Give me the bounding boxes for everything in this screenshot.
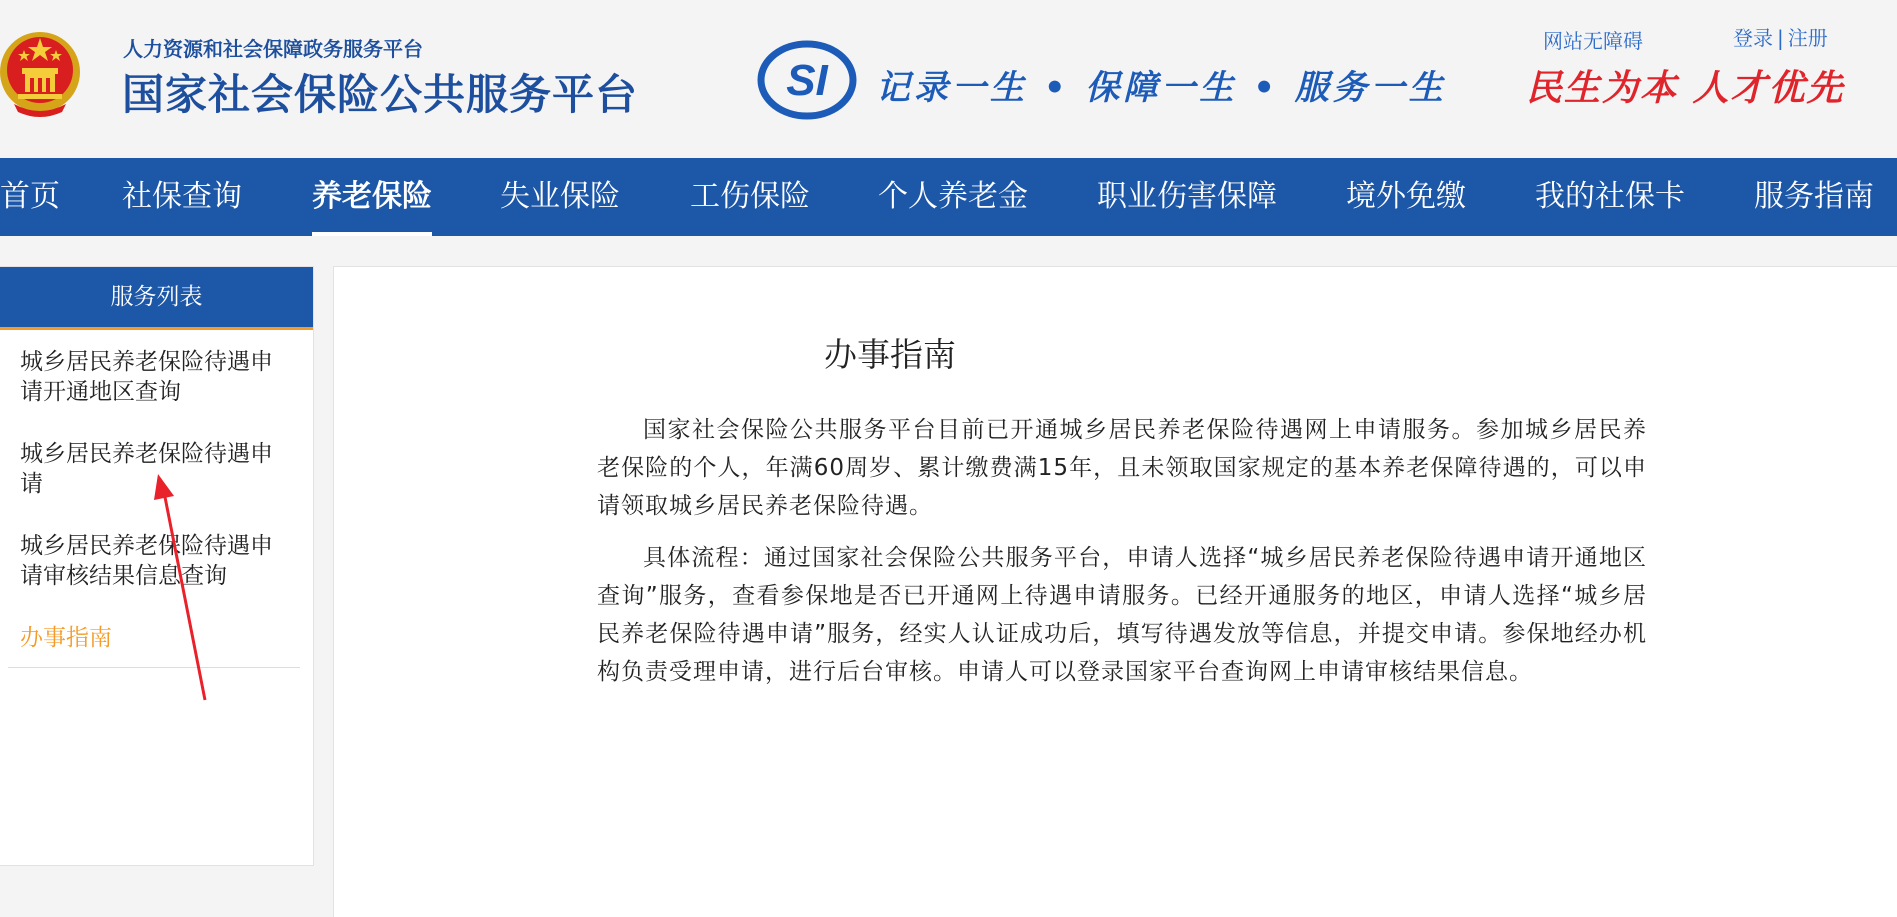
auth-separator: |	[1777, 26, 1784, 50]
sidebar-item-review-result-query[interactable]: 城乡居民养老保险待遇申请审核结果信息查询	[20, 533, 273, 589]
nav-item-pension-insurance[interactable]: 养老保险	[312, 158, 432, 236]
nav-item-my-social-card[interactable]: 我的社保卡	[1535, 179, 1685, 214]
main-nav	[0, 158, 1897, 236]
auth-links	[1733, 22, 1828, 51]
nav-item-personal-pension[interactable]: 个人养老金	[878, 179, 1028, 214]
page-title: 办事指南	[824, 335, 956, 374]
sidebar-item-service-guide[interactable]: 办事指南	[20, 625, 112, 651]
nav-item-occupational-injury[interactable]: 职业伤害保障	[1097, 179, 1277, 214]
sidebar-title: 服务列表	[0, 267, 313, 330]
sidebar-item-open-region-query[interactable]: 城乡居民养老保险待遇申请开通地区查询	[20, 349, 273, 405]
nav-item-service-guide[interactable]: 服务指南	[1754, 179, 1874, 214]
motto: 民生为本 人才优先	[1526, 67, 1845, 109]
nav-item-home[interactable]: 首页	[0, 179, 60, 214]
guide-paragraph-intro: 国家社会保险公共服务平台目前已开通城乡居民养老保险待遇网上申请服务。参加城乡居民养老保险的个人，年满60周岁、累计缴费满15年，且未领取国家规定的基本养老保障待遇的，可以申请领取城乡居民养老保险待遇。	[597, 417, 1647, 519]
site-title[interactable]: 国家社会保险公共服务平台	[122, 70, 639, 119]
main-content	[333, 266, 1897, 917]
si-logo-icon	[757, 40, 857, 120]
accessibility-link[interactable]: 网站无障碍	[1543, 29, 1643, 53]
nav-item-work-injury-insurance[interactable]: 工伤保险	[690, 179, 810, 214]
national-emblem-icon	[0, 20, 84, 124]
sidebar-item-benefit-application[interactable]: 城乡居民养老保险待遇申请	[20, 441, 273, 497]
slogan: 记录一生 • 保障一生 • 服务一生	[876, 68, 1447, 108]
guide-paragraph-process: 具体流程：通过国家社会保险公共服务平台，申请人选择“城乡居民养老保险待遇申请开通地区查询”服务，查看参保地是否已开通网上待遇申请服务。已经开通服务的地区，申请人选择“城乡居民养老保险待遇申请”服务，经实人认证成功后，填写待遇发放等信息，并提交申请。参保地经办机构负责受理申请，进行后台审核。申请人可以登录国家平台查询网上申请审核结果信息。	[597, 545, 1647, 685]
si-logo-text: SI	[786, 56, 828, 105]
annotation-arrow-icon	[150, 470, 210, 710]
register-link[interactable]: 注册	[1787, 26, 1828, 50]
login-link[interactable]: 登录	[1733, 26, 1773, 50]
nav-item-unemployment-insurance[interactable]: 失业保险	[500, 179, 620, 214]
nav-item-overseas-exemption[interactable]: 境外免缴	[1346, 179, 1466, 214]
nav-item-social-security-query[interactable]: 社保查询	[122, 179, 242, 214]
site-header	[0, 0, 1897, 158]
org-subtitle: 人力资源和社会保障政务服务平台	[123, 37, 423, 61]
